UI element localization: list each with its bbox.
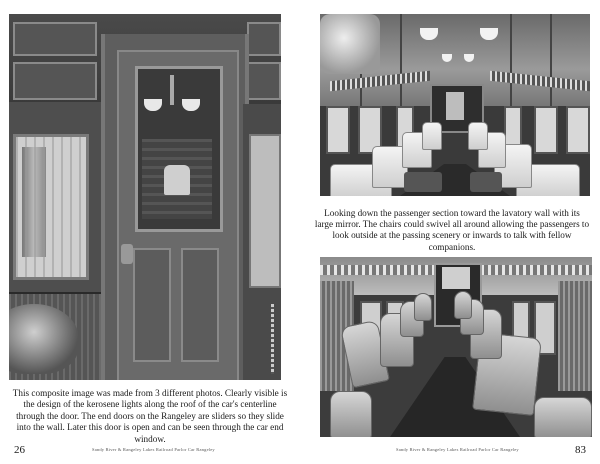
parlor-chair [414,293,432,321]
footer-right: Sandy River & Rangeley Lakes Railroad Parlor Car Rangeley [396,447,519,452]
chair-base [404,172,442,192]
chair-base [470,172,502,192]
side-window [566,106,590,154]
left-photo-caption: This composite image was made from 3 different photos. Clearly visible is the design of the kerosene lights along the roof of the car's centerline through the door. The end doors on the Rangeley are sliders so they slide into the wall. Later this door is open and can be seen through the car end window. [12,388,288,444]
footer-left: Sandy River & Rangeley Lakes Railroad Parlor Car Rangeley [92,447,215,452]
parlor-chair [534,397,592,437]
lavatory-mirror [442,267,470,289]
side-window [326,106,350,154]
parlor-chair [454,291,472,319]
chair-through-window [164,165,190,195]
sliding-door [117,50,239,380]
photo-car-end-door [9,14,281,380]
lavatory-mirror [446,92,464,120]
door-window [135,66,223,232]
kerosene-lamp [182,99,200,111]
top-photo-caption: Looking down the passenger section toward the lavatory wall with its large mirror. The chairs could swivel all around allowing the passengers to look outside at the passing scenery or inwards to talk with fellow companions. [314,208,590,252]
door-lower-panel [181,248,219,362]
page-number-right: 83 [575,444,586,456]
parlor-chair [422,122,442,150]
end-window [13,134,89,280]
door-handle [121,244,133,264]
door-lower-panel [133,248,171,362]
photo-passenger-section [320,14,590,196]
curtain [558,281,592,391]
parlor-chair [330,391,372,437]
side-window [534,106,558,154]
luggage-bag [320,14,380,74]
kerosene-lamp [144,99,162,111]
brake-chain [271,304,274,374]
side-window [249,134,281,288]
photo-parlor-chairs [320,257,592,437]
parlor-chair [468,122,488,150]
page-number-left: 26 [14,444,25,456]
right-page [300,0,600,464]
